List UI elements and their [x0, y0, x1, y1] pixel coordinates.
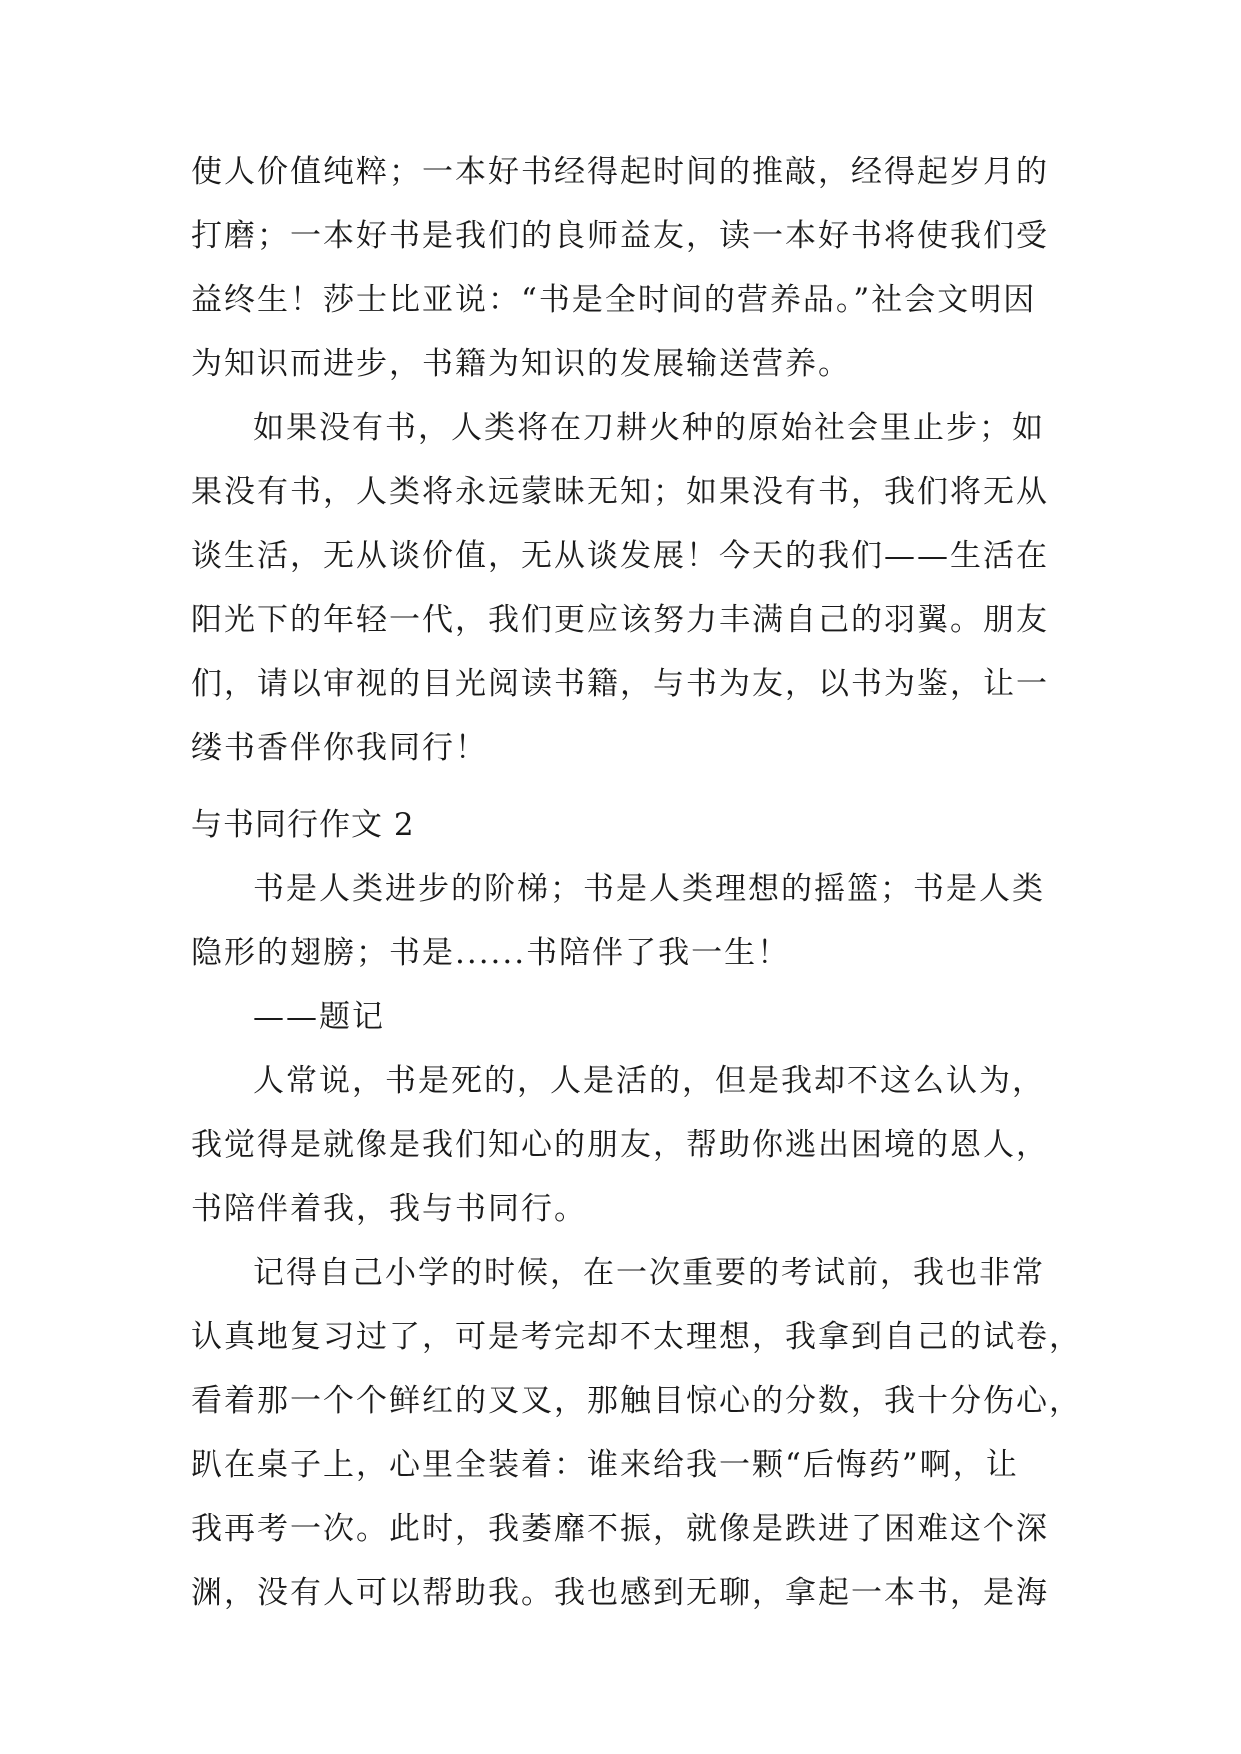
text-line: 使人价值纯粹；一本好书经得起时间的推敲，经得起岁月的	[191, 154, 1049, 190]
epigraph-line: 隐形的翅膀；书是......书陪伴了我一生！	[191, 935, 791, 971]
text-line: 为知识而进步，书籍为知识的发展输送营养。	[191, 346, 851, 382]
text-line: 果没有书，人类将永远蒙昧无知；如果没有书，我们将无从	[191, 474, 1049, 510]
text-line: 我觉得是就像是我们知心的朋友，帮助你逃出困境的恩人，	[191, 1127, 1049, 1163]
text-line: 益终生！莎士比亚说：“书是全时间的营养品。”社会文明因	[191, 282, 1037, 318]
text-line: 们，请以审视的目光阅读书籍，与书为友，以书为鉴，让一	[191, 666, 1049, 702]
text-line: 书陪伴着我，我与书同行。	[191, 1191, 587, 1227]
text-line: 渊，没有人可以帮助我。我也感到无聊，拿起一本书，是海	[191, 1575, 1049, 1611]
text-line: 阳光下的年轻一代，我们更应该努力丰满自己的羽翼。朋友	[191, 602, 1049, 638]
text-line: 记得自己小学的时候，在一次重要的考试前，我也非常	[253, 1255, 1045, 1291]
text-line: 如果没有书，人类将在刀耕火种的原始社会里止步；如	[253, 410, 1045, 446]
text-line: 趴在桌子上，心里全装着：谁来给我一颗“后悔药”啊，让	[191, 1447, 1019, 1483]
text-line: 打磨；一本好书是我们的良师益友，读一本好书将使我们受	[191, 218, 1049, 254]
text-line: 缕书香伴你我同行！	[191, 730, 488, 766]
text-line: 认真地复习过了，可是考完却不太理想，我拿到自己的试卷，	[191, 1319, 1082, 1355]
text-line: 看着那一个个鲜红的叉叉，那触目惊心的分数，我十分伤心，	[191, 1383, 1082, 1419]
epigraph-line: 书是人类进步的阶梯；书是人类理想的摇篮；书是人类	[253, 871, 1045, 907]
text-line: 人常说，书是死的，人是活的，但是我却不这么认为，	[253, 1063, 1045, 1099]
epigraph-credit: ——题记	[253, 999, 385, 1035]
text-line: 我再考一次。此时，我萎靡不振，就像是跌进了困难这个深	[191, 1511, 1049, 1547]
text-line: 谈生活，无从谈价值，无从谈发展！今天的我们——生活在	[191, 538, 1049, 574]
essay-title: 与书同行作文 2	[191, 807, 415, 843]
